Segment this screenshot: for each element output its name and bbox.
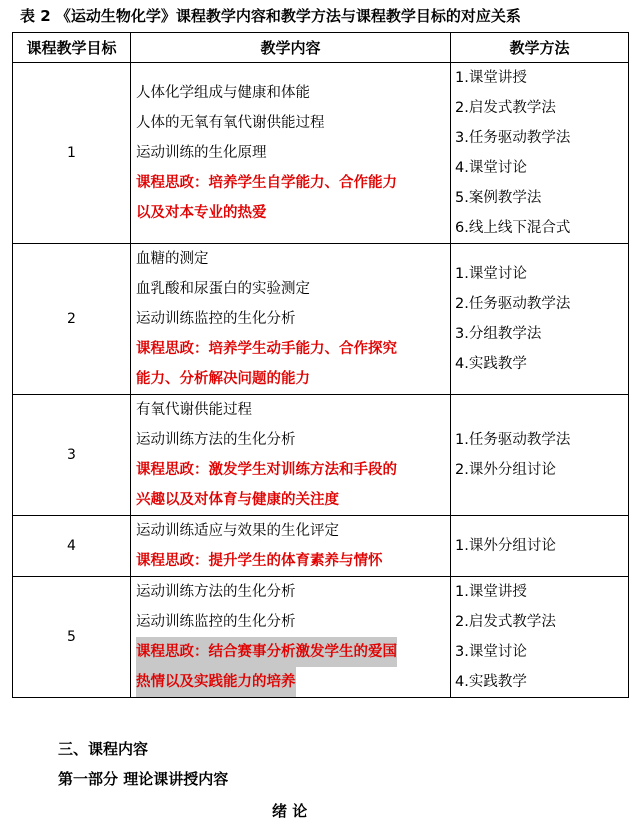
highlighted-text: 热情以及实践能力的培养 <box>136 667 296 697</box>
content-line: 运动训练监控的生化分析 <box>136 614 296 630</box>
content-line: 人体的无氧有氧代谢供能过程 <box>136 115 325 131</box>
method-item: 5.案例教学法 <box>455 190 542 206</box>
table-row <box>13 516 629 577</box>
content-line: 运动训练方法的生化分析 <box>136 432 296 448</box>
content-line: 运动训练的生化原理 <box>136 145 267 161</box>
method-item: 1.课堂讨论 <box>455 266 527 282</box>
ideology-line: 课程思政：激发学生对训练方法和手段的 <box>136 462 397 478</box>
ideology-line: 能力、分析解决问题的能力 <box>136 371 310 387</box>
method-item: 2.课外分组讨论 <box>455 462 556 478</box>
content-line: 运动训练监控的生化分析 <box>136 311 296 327</box>
content-line: 运动训练方法的生化分析 <box>136 584 296 600</box>
method-item: 4.实践教学 <box>455 356 527 372</box>
table-header-row <box>13 33 629 63</box>
header-content: 教学内容 <box>131 33 451 63</box>
content-cell <box>131 63 451 244</box>
section-heading: 三、课程内容 <box>58 740 149 758</box>
ideology-line <box>136 637 450 667</box>
course-table <box>12 32 629 698</box>
method-cell <box>451 577 629 698</box>
goal-cell: 1 <box>13 63 131 244</box>
method-item: 4.实践教学 <box>455 674 527 690</box>
table-row <box>13 395 629 516</box>
table-row <box>13 63 629 244</box>
method-cell <box>451 516 629 577</box>
method-cell <box>451 244 629 395</box>
method-item: 1.任务驱动教学法 <box>455 432 571 448</box>
goal-cell: 4 <box>13 516 131 577</box>
part-heading: 第一部分 理论课讲授内容 <box>58 770 229 788</box>
method-cell <box>451 63 629 244</box>
method-item: 3.分组教学法 <box>455 326 542 342</box>
content-cell <box>131 395 451 516</box>
method-item: 2.启发式教学法 <box>455 614 556 630</box>
highlighted-text: 课程思政：结合赛事分析激发学生的爱国 <box>136 637 397 667</box>
ideology-line: 课程思政：培养学生动手能力、合作探究 <box>136 341 397 357</box>
content-line: 血糖的测定 <box>136 251 209 267</box>
header-goal: 课程教学目标 <box>13 33 131 63</box>
method-cell <box>451 395 629 516</box>
table-row <box>13 244 629 395</box>
content-cell <box>131 577 451 698</box>
goal-cell: 5 <box>13 577 131 698</box>
method-item: 2.启发式教学法 <box>455 100 556 116</box>
content-cell <box>131 244 451 395</box>
goal-cell: 2 <box>13 244 131 395</box>
method-item: 1.课堂讲授 <box>455 70 527 86</box>
method-item: 1.课外分组讨论 <box>455 538 556 554</box>
content-line: 运动训练适应与效果的生化评定 <box>136 523 339 539</box>
method-item: 1.课堂讲授 <box>455 584 527 600</box>
content-line: 人体化学组成与健康和体能 <box>136 85 310 101</box>
intro-heading: 绪 论 <box>272 802 308 820</box>
method-item: 6.线上线下混合式 <box>455 220 571 236</box>
goal-cell: 3 <box>13 395 131 516</box>
method-item: 3.课堂讨论 <box>455 644 527 660</box>
method-item: 4.课堂讨论 <box>455 160 527 176</box>
content-cell <box>131 516 451 577</box>
header-method: 教学方法 <box>451 33 629 63</box>
method-item: 2.任务驱动教学法 <box>455 296 571 312</box>
ideology-line: 兴趣以及对体育与健康的关注度 <box>136 492 339 508</box>
table-row <box>13 577 629 698</box>
content-line: 有氧代谢供能过程 <box>136 402 252 418</box>
table-caption: 表 2 《运动生物化学》课程教学内容和教学方法与课程教学目标的对应关系 <box>20 7 521 25</box>
content-line: 血乳酸和尿蛋白的实验测定 <box>136 281 310 297</box>
ideology-line: 课程思政：提升学生的体育素养与情怀 <box>136 553 383 569</box>
ideology-line <box>136 667 450 697</box>
ideology-line: 课程思政：培养学生自学能力、合作能力 <box>136 175 397 191</box>
ideology-line: 以及对本专业的热爱 <box>136 205 267 221</box>
method-item: 3.任务驱动教学法 <box>455 130 571 146</box>
